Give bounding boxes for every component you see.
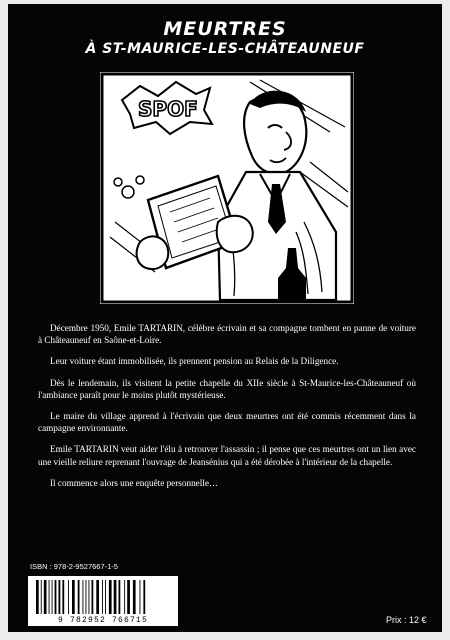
synopsis-paragraph: Emile TARTARIN veut aider l'élu à retrouver l'assassin ; il pense que ces meurtres ont un lien avec une vieille reliure reprenant l'ouvrage de Jeansénius qui a été dérobée à l'intérieur de la chapelle. — [38, 444, 416, 467]
barcode-bar — [72, 580, 75, 614]
barcode-bar — [140, 580, 141, 614]
barcode-bar — [86, 580, 87, 614]
barcode-bar — [114, 580, 117, 614]
barcode-digits: 9 782952 766715 — [57, 616, 148, 625]
book-back-cover — [8, 4, 442, 632]
barcode-bar — [44, 580, 47, 614]
synopsis-paragraph: Le maire du village apprend à l'écrivain que deux meurtres ont été commis récemment dans la campagne environnante. — [38, 411, 416, 434]
barcode-bar — [55, 580, 57, 614]
synopsis — [38, 322, 416, 498]
barcode-bar — [62, 580, 64, 614]
barcode-bar — [52, 580, 53, 614]
barcode-bar — [105, 580, 106, 614]
barcode-bars — [28, 576, 178, 616]
barcode-bar — [41, 580, 42, 614]
barcode-bar — [49, 580, 50, 614]
barcode-bar — [92, 580, 94, 614]
comic-illustration — [100, 72, 354, 304]
title-line-2: À ST-MAURICE-LES-CHÂTEAUNEUF — [85, 41, 365, 57]
barcode-bar — [68, 580, 69, 614]
barcode-bar — [83, 580, 84, 614]
barcode-bar — [102, 580, 103, 614]
synopsis-paragraph: Leur voiture étant immobilisée, ils prennent pension au Relais de la Diligence. — [50, 356, 339, 367]
barcode-bar — [119, 580, 121, 614]
barcode-bar — [89, 580, 90, 614]
barcode-bar — [96, 580, 99, 614]
barcode-bar — [109, 580, 112, 614]
title-line-1: MEURTRES — [163, 18, 287, 40]
barcode-bar — [143, 580, 145, 614]
barcode-bar — [127, 580, 130, 614]
synopsis-paragraph: Dès le lendemain, ils visitent la petite chapelle du XIIe siècle à St-Maurice-les-Châteauneuf où l'ambiance paraît pour le moins plutôt mystérieuse. — [38, 377, 416, 400]
barcode-bar — [133, 580, 136, 614]
barcode-bar — [36, 580, 39, 614]
isbn-label: ISBN : 978-2-9527667-1-5 — [30, 562, 118, 571]
sound-effect-text: SPOF — [138, 97, 198, 121]
price-label: Prix : 12 € — [386, 615, 427, 625]
barcode-bar — [78, 580, 80, 614]
barcode-bar — [59, 580, 61, 614]
barcode — [28, 576, 178, 626]
barcode-bar — [124, 580, 125, 614]
synopsis-paragraph: Il commence alors une enquête personnelle… — [50, 477, 219, 488]
synopsis-paragraph: Décembre 1950, Emile TARTARIN, célèbre écrivain et sa compagne tombent en panne de voiture à Châteauneuf en Saône-et-Loire. — [38, 323, 416, 346]
comic-panel-icon — [100, 72, 354, 304]
